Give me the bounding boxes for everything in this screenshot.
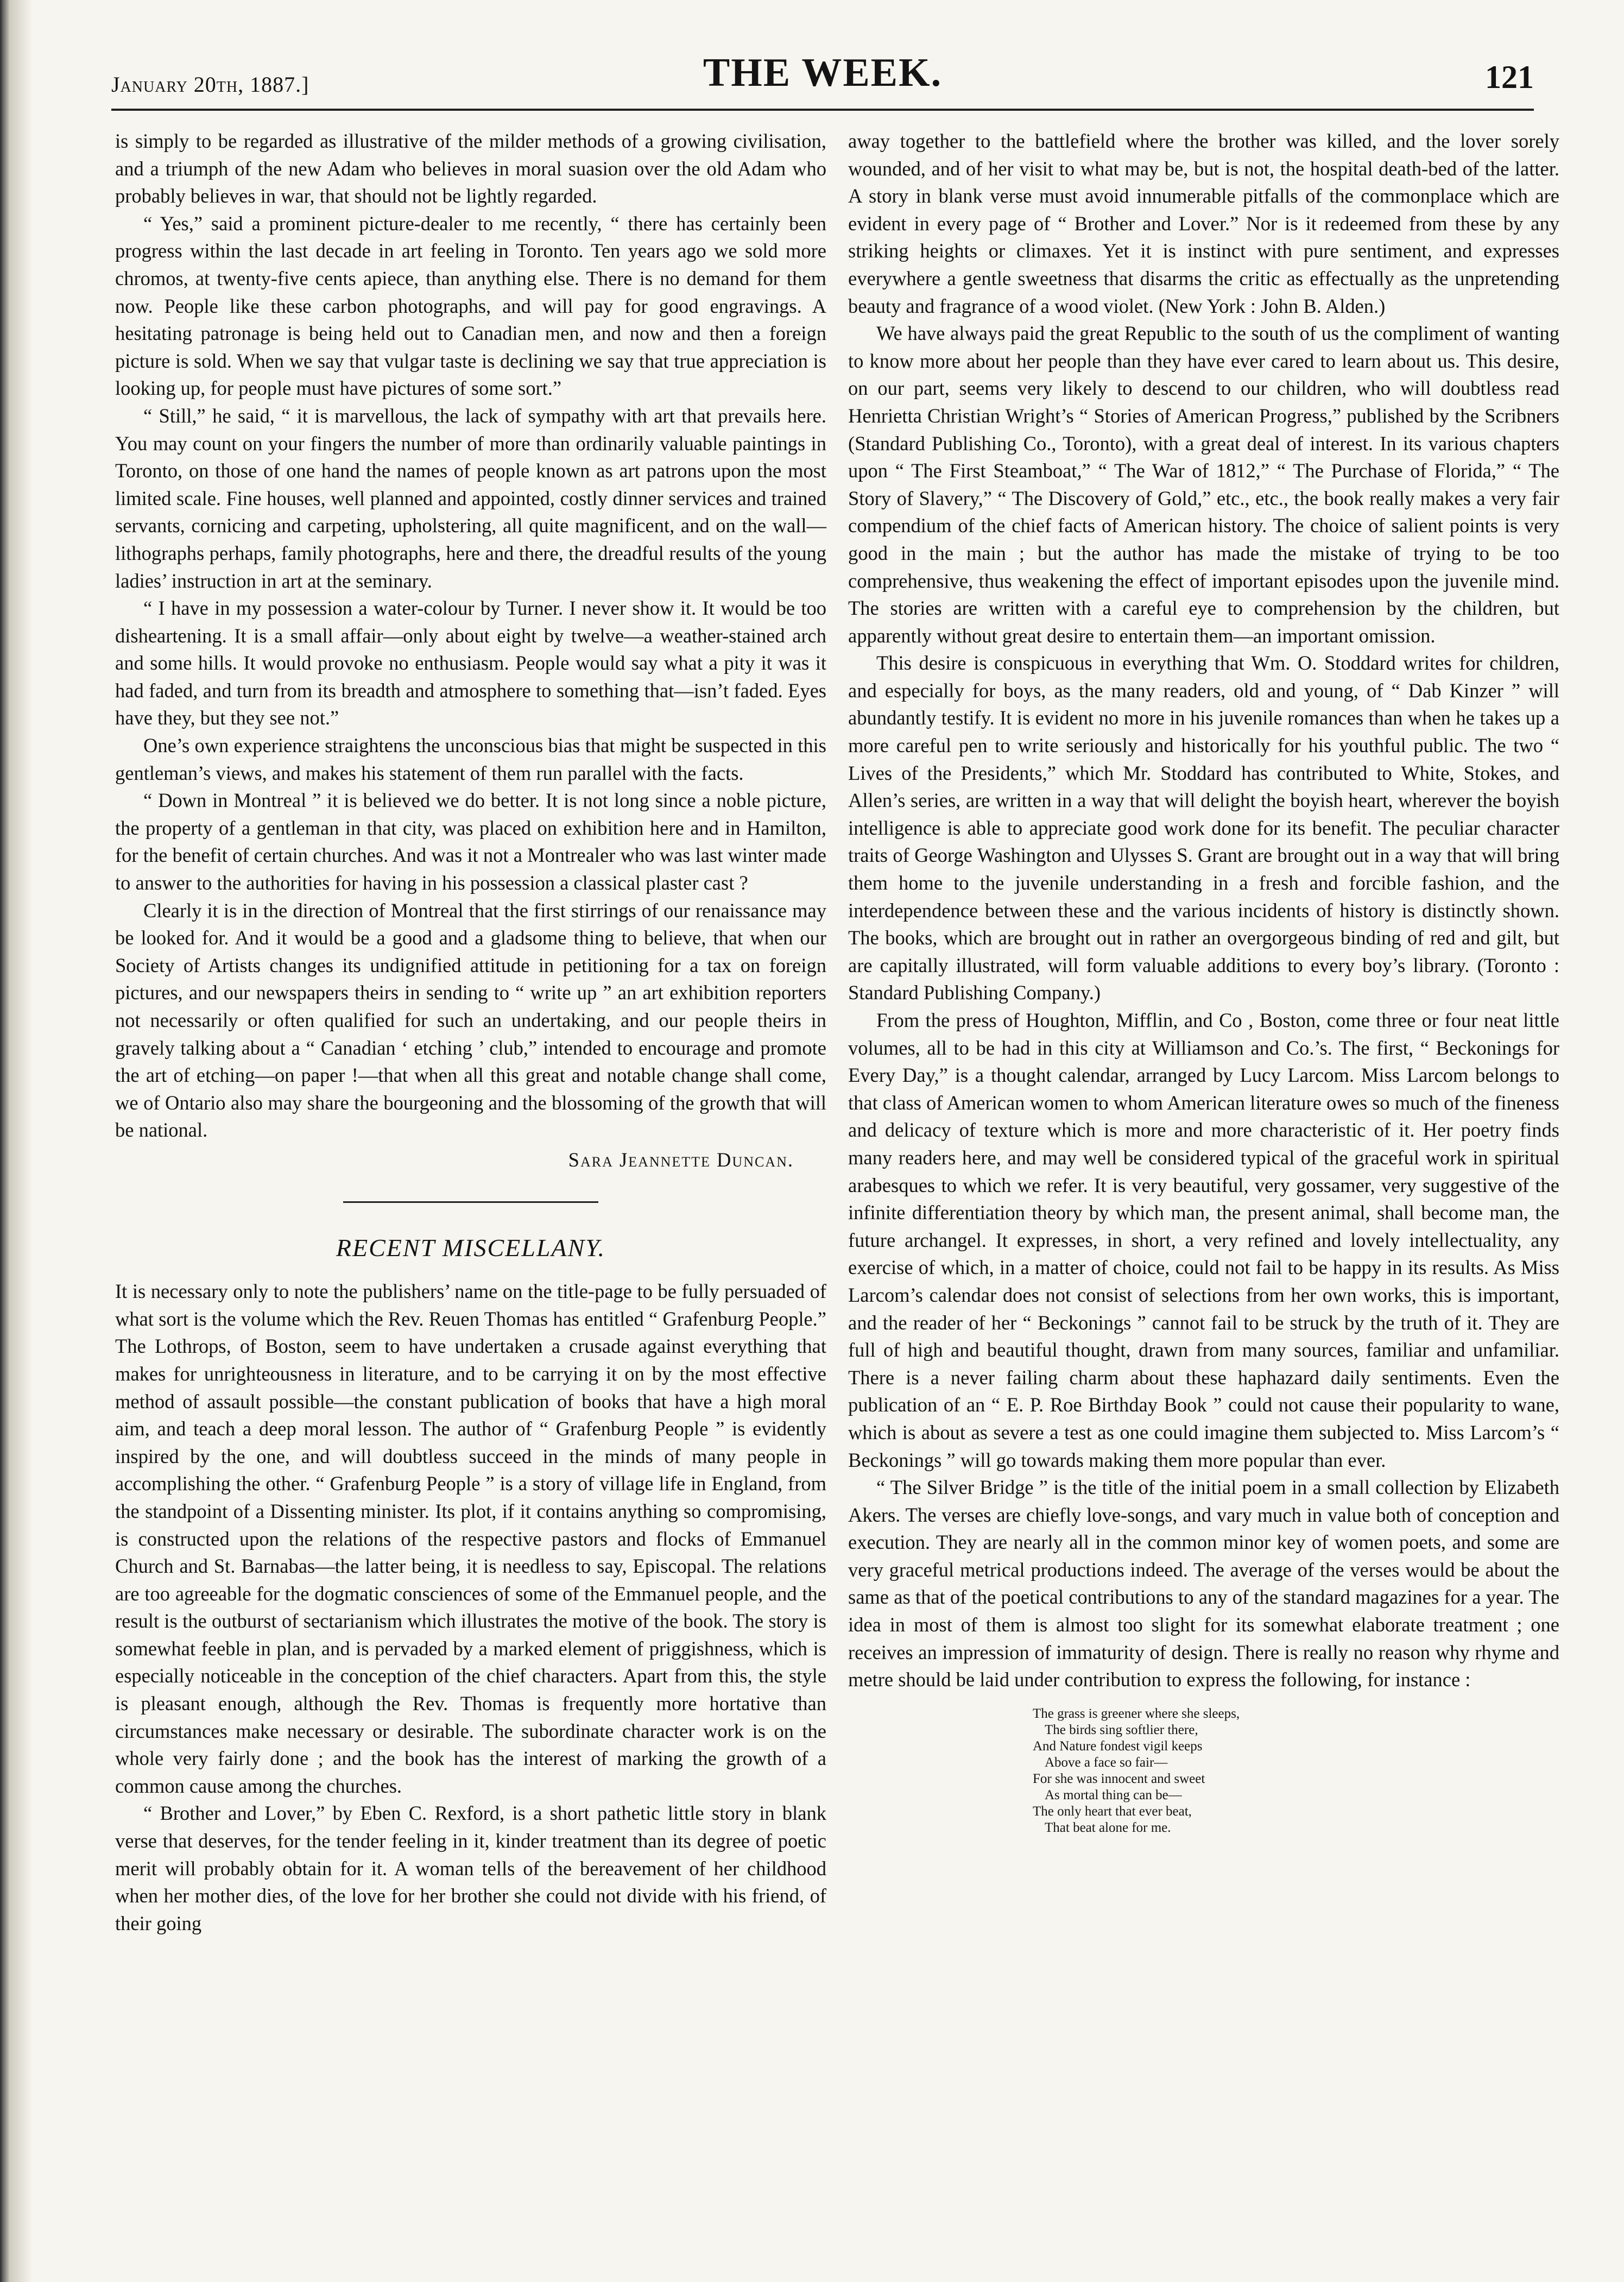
article-paragraph: “ Down in Montreal ” it is believed we do better. It is not long since a noble picture, the property of a gentleman in that city, was placed on exhibition here and in Hamilton, for the benefit of certain churches. And was it not a Montrealer who was last winter made to answer to the authorities for having in his possession a classical plaster cast ?	[115, 789, 826, 894]
review-paragraph: “ Brother and Lover,” by Eben C. Rexford, is a short pathetic little story in blank verse that deserves, for the tender feeling in it, kinder treatment than its degree of poetic merit will probably obtain for it. A woman tells of the bereavement of her childhood when her mother dies, of the love for her brother she could not divide with his friend, of their going	[115, 1802, 826, 1934]
page-binding-edge	[0, 0, 38, 2282]
left-column	[115, 128, 826, 1937]
review-paragraph: We have always paid the great Republic to the south of us the compliment of wanting to know more about her people than they have ever cared to learn about us. This desire, on our part, seems very likely to descend to our children, who will doubtless read Henrietta Christian Wright’s “ Stories of American Progress,” published by the Scribners (Standard Publishing Co., Toronto), with a great deal of interest. In its various chapters upon “ The First Steamboat,” “ The War of 1812,” “ The Purchase of Florida,” “ The Story of Slavery,” “ The Discovery of Gold,” etc., etc., the book really makes a very fair compendium of the chief facts of American history. The choice of salient points is very good in the main ; but the author has made the mistake of trying to be too comprehensive, thus weakening the effect of important episodes upon the juvenile mind. The stories are written with a careful eye to comprehension by the children, but apparently without great desire to entertain them—an important omission.	[848, 322, 1559, 647]
poem-line: That beat alone for me.	[1045, 1820, 1171, 1835]
article-paragraph: One’s own experience straightens the unconscious bias that might be suspected in this gentleman’s views, and makes his statement of them run parallel with the facts.	[115, 734, 826, 784]
author-signature: Sara Jeannette Duncan.	[568, 1148, 794, 1171]
page-header	[111, 50, 1534, 110]
poem-line: The only heart that ever beat,	[1033, 1804, 1192, 1819]
page-number: 121	[1485, 59, 1534, 95]
review-paragraph: away together to the battlefield where the brother was killed, and the lover sorely wounded, and of her visit to what may be, but is not, the hospital death-bed of the latter. A story in blank verse must avoid innumerable pitfalls of the commonplace which are evident in every page of “ Brother and Lover.” Nor is it redeemed from these by any striking heights or climaxes. Yet it is instinct with pure sentiment, and expresses everywhere a gentle sweetness that disarms the critic as effectually as the unpretending beauty and fragrance of a wood violet. (New York : John B. Alden.)	[848, 130, 1559, 317]
poem-line: As mortal thing can be—	[1045, 1787, 1182, 1802]
article-paragraph: is simply to be regarded as illustrative of the milder methods of a growing civilisation, and a triumph of the new Adam who believes in moral suasion over the old Adam who probably believes in war, that should not be lightly regarded.	[115, 130, 826, 207]
article-paragraph: “ Still,” he said, “ it is marvellous, the lack of sympathy with art that prevails here. You may count on your fingers the number of more than ordinarily valuable paintings in Toronto, on those of one hand the names of people known as art patrons upon the most limited scale. Fine houses, well planned and appointed, costly dinner services and trained servants, cornicing and carpeting, upholstering, all quite magnificent, and on the wall—lithographs perhaps, family photographs, here and there, the dreadful results of the young ladies’ instruction in art at the seminary.	[115, 404, 826, 592]
poem-line: For she was innocent and sweet	[1033, 1771, 1205, 1786]
review-paragraph: It is necessary only to note the publishers’ name on the title-page to be fully persuaded of what sort is the volume which the Rev. Reuen Thomas has entitled “ Grafenburg People.” The Lothrops, of Boston, seem to have undertaken a crusade against everything that makes for unrighteousness in literature, and to be carrying it on by the most effective method of assault possible—the constant publication of books that have a high moral aim, and teach a deep moral lesson. The author of “ Grafenburg People ” is evidently inspired by the one, and will doubtless succeed in the minds of many people in accomplishing the other. “ Grafenburg People ” is a story of village life in England, from the standpoint of a Dissenting minister. Its plot, if it contains anything so compromising, is constructed upon the relations of the respective pastors and flocks of Emmanuel Church and St. Barnabas—the latter being, it is needless to say, Episcopal. The relations are too agreeable for the dogmatic consciences of some of the Emmanuel people, and the result is the outburst of sectarianism which illustrates the motive of the book. The story is somewhat feeble in plan, and is pervaded by a marked element of priggishness, which is especially noticeable in the conception of the chief characters. Apart from this, the style is pleasant enough, although the Rev. Thomas is frequently more hortative than circumstances make necessary or desirable. The subordinate character work is on the whole very fairly done ; and the book has the interest of marking the growth of a common cause among the churches.	[115, 1280, 826, 1797]
article-paragraph: “ Yes,” said a prominent picture-dealer to me recently, “ there has certainly been progress within the last decade in art feeling in Toronto. Ten years ago we sold more chromos, at twenty-five cents apiece, than anything else. There is no demand for them now. People like these carbon photographs, and will pay for good engravings. A hesitating patronage is being held out to Canadian men, and now and then a foreign picture is sold. When we say that vulgar taste is declining we say that true appreciation is looking up, for people must have pictures of some sort.”	[115, 212, 826, 400]
article-paragraph: “ I have in my possession a water-colour by Turner. I never show it. It would be too disheartening. It is a small affair—only about eight by twelve—a weather-stained arch and some hills. It would provoke no enthusiasm. People would say what a pity it was it had faded, and turn from its breadth and atmosphere to something that—isn’t faded. Eyes have they, but they see not.”	[115, 597, 826, 729]
article-paragraph: Clearly it is in the direction of Montreal that the first stirrings of our renaissance may be looked for. And it would be a good and a gladsome thing to believe, that when our Society of Artists changes its undignified attitude in petitioning for a tax on foreign pictures, and our newspapers theirs in sending to “ write up ” an art exhibition reporters not necessarily or often qualified for such an undertaking, and our people theirs in gravely talking about a “ Canadian ‘ etching ’ club,” intended to encourage and promote the art of etching—on paper !—that when all this great and notable change shall come, we of Ontario also may share the bourgeoning and the blossoming of the growth that will be national.	[115, 899, 826, 1142]
poem-line: And Nature fondest vigil keeps	[1033, 1738, 1203, 1754]
review-paragraph: “ The Silver Bridge ” is the title of the initial poem in a small collection by Elizabeth Akers. The verses are chiefly love-songs, and vary much in value both of conception and execution. They are nearly all in the common minor key of women poets, and some are very graceful metrical productions indeed. The average of the verses would be about the same as that of the poetical contributions to any of the standard magazines for a year. The idea in most of them is almost too slight for its somewhat elaborate treatment ; one receives an impression of immaturity of design. There is really no reason why rhyme and metre should be laid under contribution to express the following, for instance :	[848, 1476, 1559, 1691]
right-column	[848, 128, 1559, 1836]
header-date: January 20th, 1887.]	[111, 72, 309, 97]
header-rule	[111, 109, 1534, 111]
review-paragraph: From the press of Houghton, Mifflin, and Co , Boston, come three or four neat little volumes, all to be had in this city at Williamson and Co.’s. The first, “ Beckonings for Every Day,” is a thought calendar, arranged by Lucy Larcom. Miss Larcom belongs to that class of American women to whom American literature owes so much of the fineness and delicacy of texture which is more and more characteristic of it. Her poetry finds many readers here, and may well be considered typical of the graceful work in spiritual arabesques to which we refer. It is very beautiful, very gossamer, very suggestive of the infinite differentiation theory by which man, the present animal, shall become man, the future archangel. It expresses, in short, a very refined and lovely intellectuality, any exercise of which, in a matter of choice, could not fail to be happy in its results. As Miss Larcom’s calendar does not consist of selections from her own works, this is important, and the reader of her “ Beckonings ” cannot fail to be struck by the truth of it. They are full of high and beautiful thought, drawn from many sources, familiar and unfamiliar. There is a never failing charm about these haphazard daily sentiments. Even the publication of an “ E. P. Roe Birthday Book ” could not cause their popularity to wane, which is about as severe a test as one could imagine them subjected to. Miss Larcom’s “ Beckonings ” will go towards making them more popular than ever.	[848, 1009, 1559, 1471]
section-divider	[343, 1201, 598, 1203]
poem-line: The grass is greener where she sleeps,	[1033, 1706, 1240, 1721]
review-paragraph: This desire is conspicuous in everything that Wm. O. Stoddard writes for children, and especially for boys, as the many readers, old and young, of “ Dab Kinzer ” will abundantly testify. It is evident no more in his juvenile romances than when he takes up a more careful pen to write seriously and historically for his youthful public. The two “ Lives of the Presidents,” which Mr. Stoddard has contributed to White, Stokes, and Allen’s series, are written in a way that will delight the boyish heart, wherever the boyish intelligence is able to appreciate good work done for its benefit. The peculiar character traits of George Washington and Ulysses S. Grant are brought out in a way that will bring them home to the juvenile understanding in a fresh and forcible fashion, and the interdependence between these and the various incidents of history is distinctly shown. The books, which are brought out in rather an overgorgeous binding of red and gilt, but are capitally illustrated, will form valuable additions to every boy’s library. (Toronto : Standard Publishing Company.)	[848, 652, 1559, 1004]
section-heading: RECENT MISCELLANY.	[336, 1233, 606, 1262]
masthead-title: THE WEEK.	[703, 51, 943, 95]
poem-line: The birds sing softlier there,	[1045, 1722, 1198, 1737]
poem-excerpt	[848, 1706, 1559, 1836]
poem-line: Above a face so fair—	[1045, 1755, 1168, 1770]
